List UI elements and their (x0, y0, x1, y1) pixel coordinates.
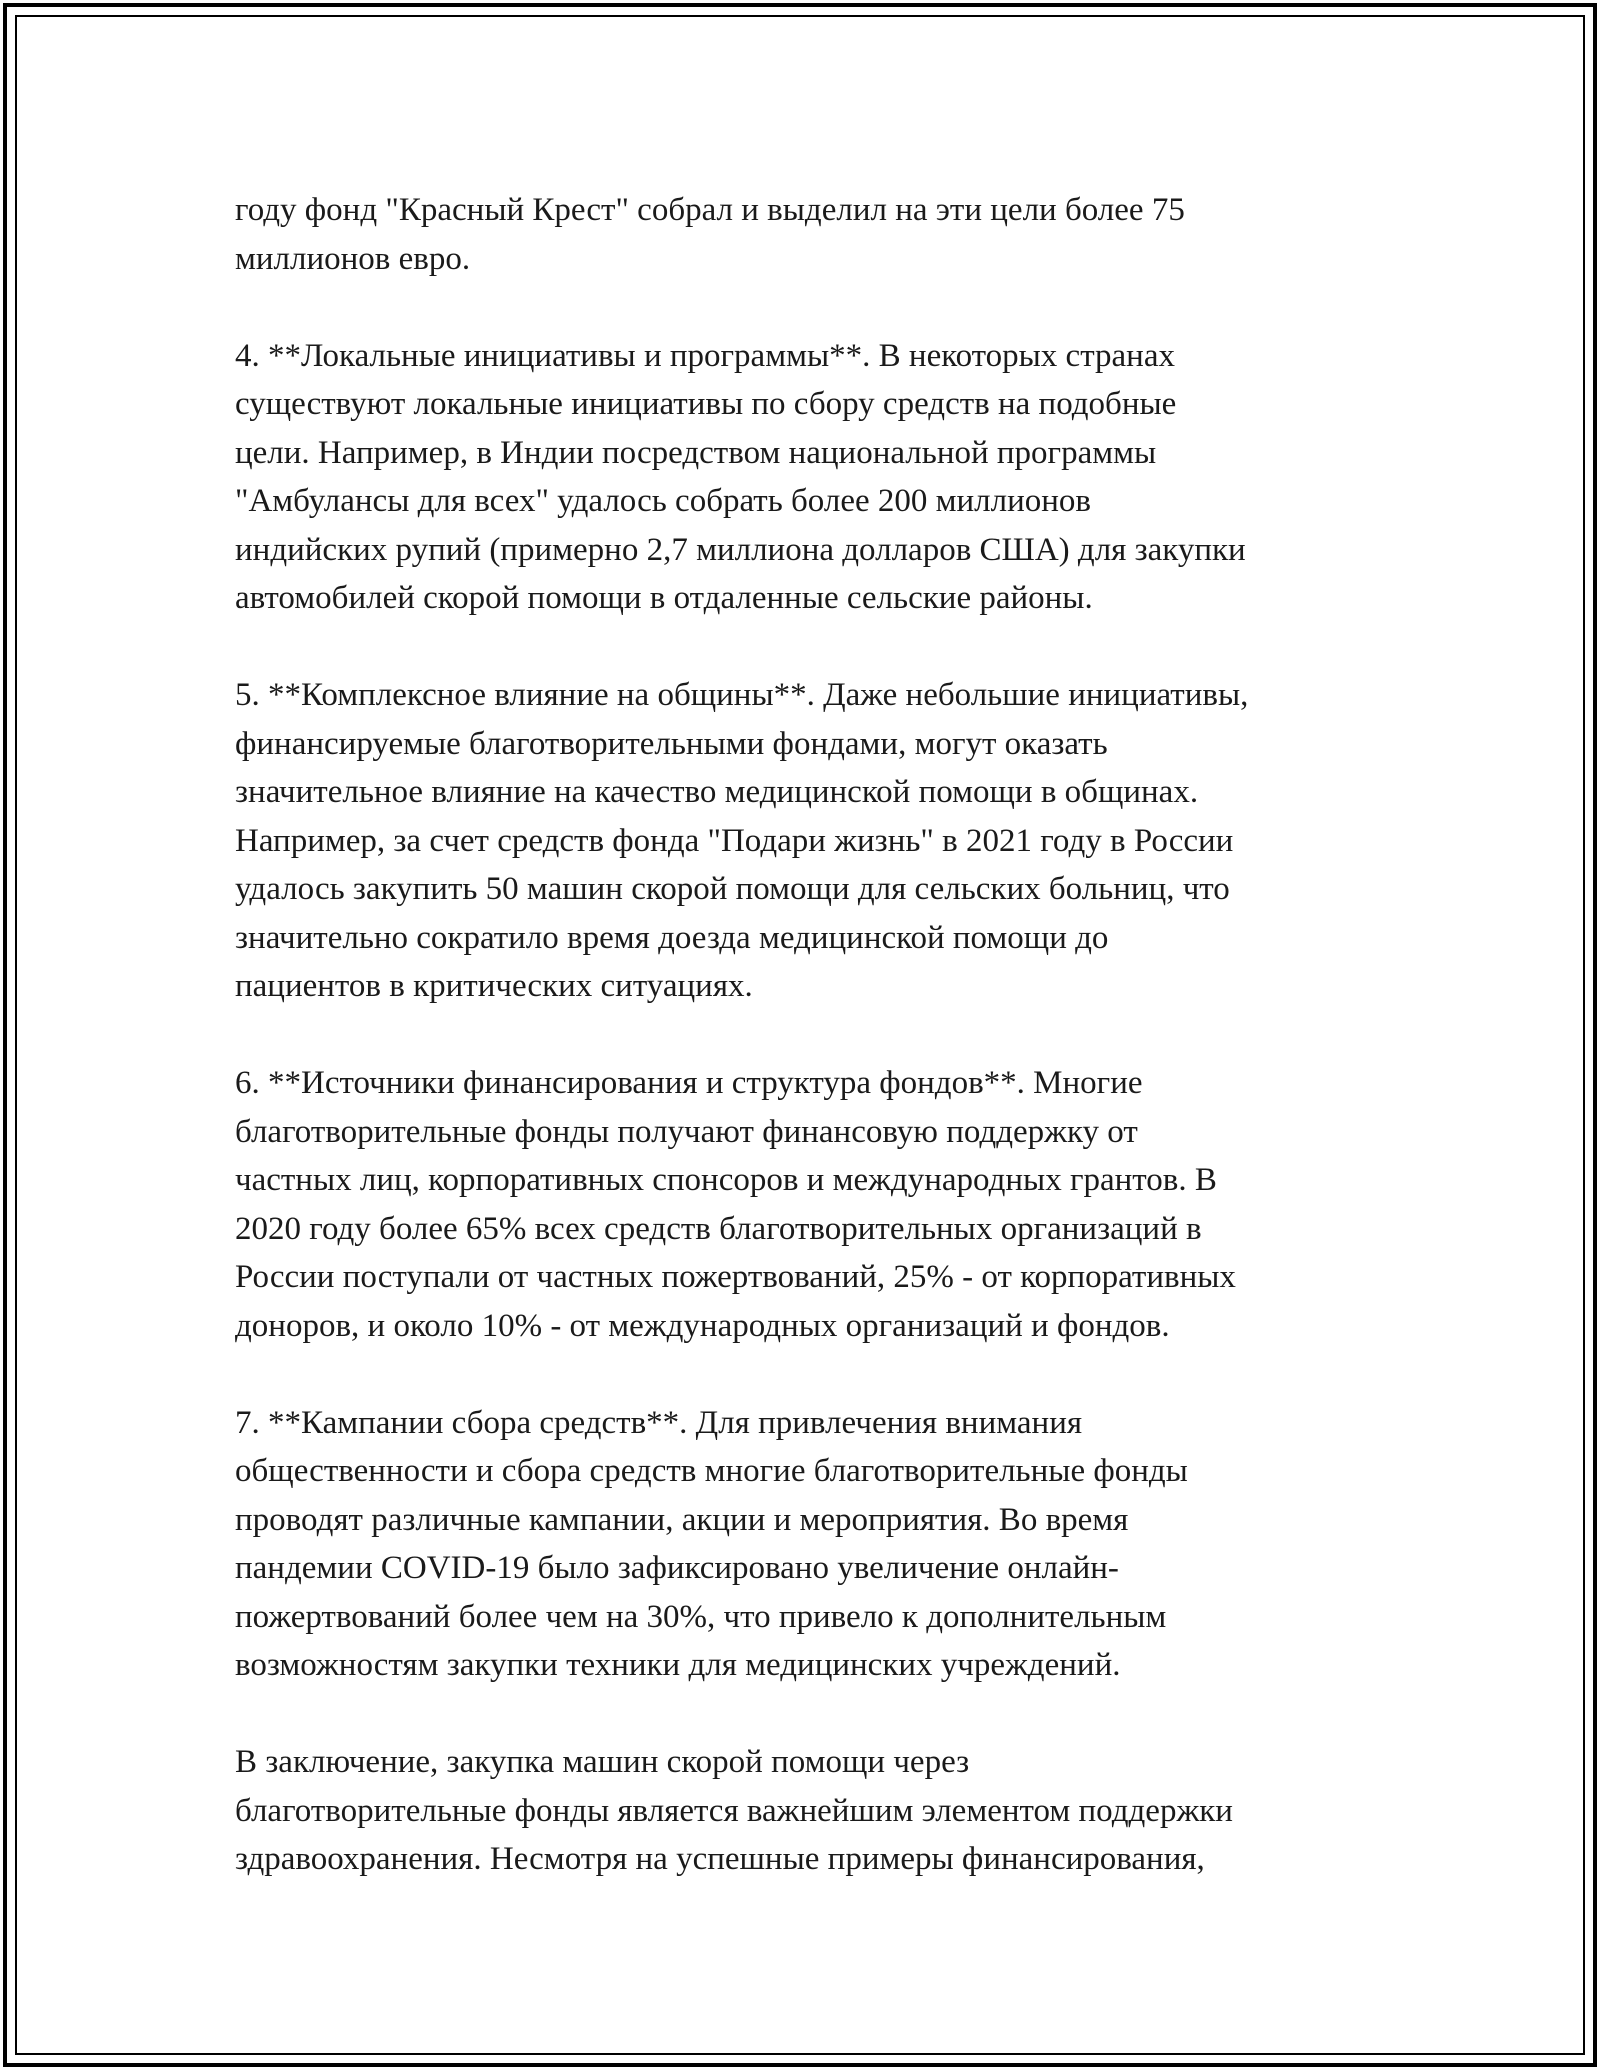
paragraph-item-5-community-impact (235, 671, 1395, 1011)
text-line: индийских рупий (примерно 2,7 миллиона долларов США) для закупки (235, 531, 1246, 568)
text-line: пожертвований более чем на 30%, что привело к дополнительным (235, 1598, 1167, 1635)
text-line: благотворительные фонды является важнейшим элементом поддержки (235, 1792, 1233, 1829)
paragraph-conclusion (235, 1738, 1395, 1884)
text-line: миллионов евро. (235, 240, 471, 277)
text-line: Например, за счет средств фонда "Подари жизнь" в 2021 году в России (235, 822, 1234, 859)
text-line: значительное влияние на качество медицинской помощи в общинах. (235, 774, 1199, 810)
text-line: частных лиц, корпоративных спонсоров и международных грантов. В (235, 1162, 1217, 1198)
text-line: году фонд "Красный Крест" собрал и выделил на эти цели более 75 (235, 192, 1185, 228)
text-line: цели. Например, в Индии посредством национальной программы (235, 434, 1157, 471)
text-line: здравоохранения. Несмотря на успешные примеры финансирования, (235, 1841, 1205, 1877)
text-line: 6. **Источники финансирования и структура фондов**. Многие (235, 1065, 1143, 1101)
paragraph-item-6-funding-sources (235, 1059, 1395, 1350)
text-line: финансируемые благотворительными фондами, могут оказать (235, 725, 1108, 762)
text-line: существуют локальные инициативы по сбору средств на подобные (235, 386, 1177, 422)
text-line: доноров, и около 10% - от международных организаций и фондов. (235, 1307, 1170, 1344)
paragraph-item-7-fundraising-campaigns (235, 1399, 1395, 1690)
text-line: 4. **Локальные инициативы и программы**. В некоторых странах (235, 337, 1175, 374)
text-line: 5. **Комплексное влияние на общины**. Даже небольшие инициативы, (235, 677, 1249, 713)
paragraph-item-4-local-initiatives (235, 332, 1395, 623)
document-body (235, 186, 1395, 1932)
text-line: В заключение, закупка машин скорой помощи через (235, 1744, 970, 1780)
text-line: 2020 году более 65% всех средств благотворительных организаций в (235, 1210, 1202, 1247)
text-line: 7. **Кампании сбора средств**. Для привлечения внимания (235, 1404, 1083, 1441)
text-line: пандемии COVID-19 было зафиксировано увеличение онлайн- (235, 1550, 1119, 1586)
text-line: значительно сократило время доезда медицинской помощи до (235, 919, 1109, 956)
text-line: возможностям закупки техники для медицинских учреждений. (235, 1647, 1121, 1683)
text-line: удалось закупить 50 машин скорой помощи для сельских больниц, что (235, 871, 1230, 907)
text-line: пациентов в критических ситуациях. (235, 968, 753, 1004)
text-line: России поступали от частных пожертвований, 25% - от корпоративных (235, 1259, 1236, 1295)
text-line: "Амбулансы для всех" удалось собрать более 200 миллионов (235, 483, 1092, 519)
text-line: общественности и сбора средств многие благотворительные фонды (235, 1453, 1188, 1489)
text-line: проводят различные кампании, акции и мероприятия. Во время (235, 1501, 1129, 1538)
text-line: автомобилей скорой помощи в отдаленные сельские районы. (235, 580, 1093, 616)
paragraph-red-cross-continuation (235, 186, 1395, 283)
text-line: благотворительные фонды получают финансовую поддержку от (235, 1113, 1138, 1150)
